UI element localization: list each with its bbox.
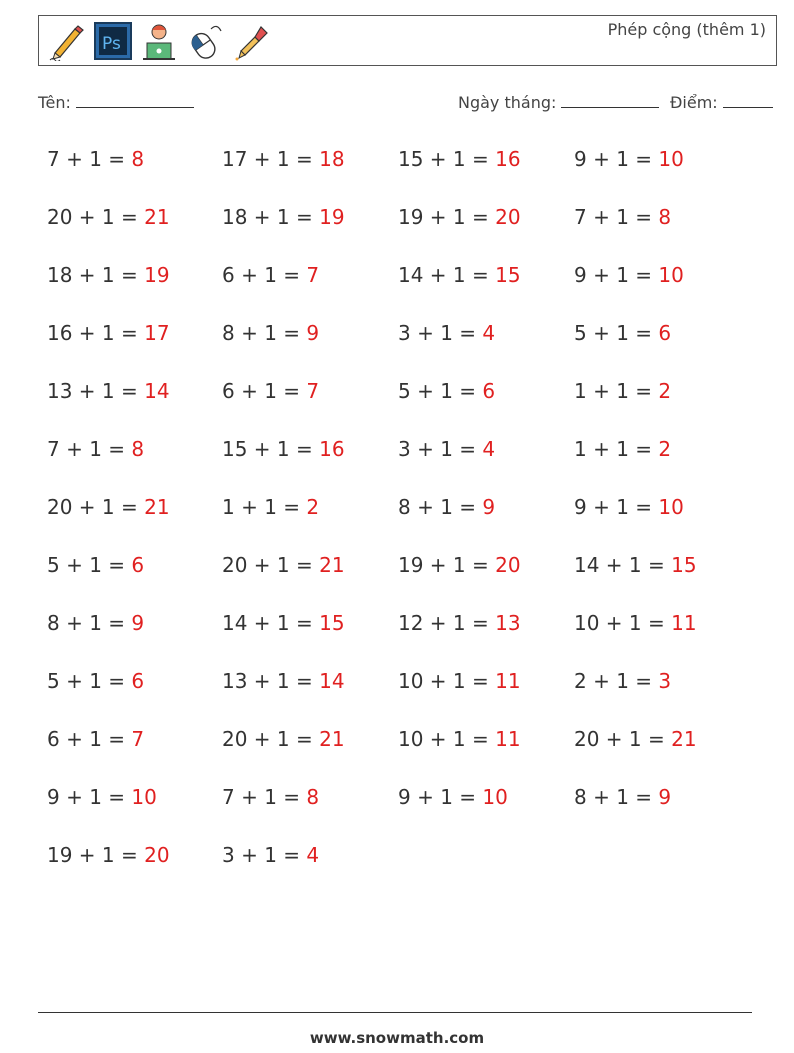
score-label: Điểm: — [670, 93, 718, 112]
problem-answer: 8 — [658, 205, 672, 229]
problem-item — [222, 263, 319, 287]
problem-question: 1 + 1 = — [222, 495, 307, 519]
problem-item — [398, 147, 521, 171]
person-at-computer-icon — [139, 21, 179, 61]
problem-question: 20 + 1 = — [222, 727, 320, 751]
problem-answer: 9 — [131, 611, 145, 635]
footer-url[interactable]: www.snowmath.com — [309, 1029, 485, 1047]
problem-question: 6 + 1 = — [47, 727, 132, 751]
problem-item — [222, 727, 345, 751]
problem-answer: 20 — [144, 843, 170, 867]
problem-answer: 10 — [658, 147, 684, 171]
name-field — [38, 93, 194, 112]
problem-item — [47, 263, 170, 287]
problem-question: 9 + 1 = — [574, 495, 659, 519]
problem-answer: 21 — [144, 495, 170, 519]
problem-item — [47, 553, 144, 577]
problem-item — [574, 785, 671, 809]
problem-answer: 11 — [495, 727, 521, 751]
problem-answer: 19 — [319, 205, 345, 229]
problem-question: 7 + 1 = — [222, 785, 307, 809]
problem-item — [398, 379, 495, 403]
problem-question: 20 + 1 = — [222, 553, 320, 577]
problem-question: 7 + 1 = — [574, 205, 659, 229]
problem-question: 8 + 1 = — [398, 495, 483, 519]
problem-question: 14 + 1 = — [222, 611, 320, 635]
problem-answer: 13 — [495, 611, 521, 635]
problem-answer: 21 — [671, 727, 697, 751]
problem-item — [574, 727, 697, 751]
problem-answer: 19 — [144, 263, 170, 287]
problem-answer: 15 — [495, 263, 521, 287]
problem-answer: 16 — [319, 437, 345, 461]
problem-answer: 4 — [306, 843, 320, 867]
problem-answer: 18 — [319, 147, 345, 171]
problem-item — [47, 727, 144, 751]
problem-answer: 10 — [658, 263, 684, 287]
problem-item — [47, 437, 144, 461]
name-blank[interactable] — [76, 93, 194, 108]
problem-answer: 6 — [658, 321, 672, 345]
problem-answer: 21 — [144, 205, 170, 229]
problem-item — [47, 495, 170, 519]
problem-item — [222, 147, 345, 171]
problem-question: 6 + 1 = — [222, 263, 307, 287]
problem-question: 8 + 1 = — [47, 611, 132, 635]
problem-answer: 8 — [131, 437, 145, 461]
problem-question: 15 + 1 = — [398, 147, 496, 171]
problem-answer: 15 — [671, 553, 697, 577]
problem-question: 12 + 1 = — [398, 611, 496, 635]
problem-question: 5 + 1 = — [398, 379, 483, 403]
problem-answer: 16 — [495, 147, 521, 171]
problem-item — [398, 727, 521, 751]
problem-question: 16 + 1 = — [47, 321, 145, 345]
problem-question: 2 + 1 = — [574, 669, 659, 693]
icon-strip — [47, 20, 271, 62]
problem-answer: 20 — [495, 205, 521, 229]
problem-item — [47, 321, 170, 345]
problem-item — [47, 611, 144, 635]
problem-question: 5 + 1 = — [47, 553, 132, 577]
problem-answer: 8 — [306, 785, 320, 809]
problem-question: 9 + 1 = — [574, 147, 659, 171]
problem-item — [47, 147, 144, 171]
problem-item — [398, 553, 521, 577]
problem-question: 10 + 1 = — [398, 669, 496, 693]
date-field — [458, 93, 659, 112]
problem-question: 3 + 1 = — [398, 321, 483, 345]
problem-answer: 6 — [482, 379, 496, 403]
problem-item — [574, 611, 697, 635]
problem-item — [222, 553, 345, 577]
problem-answer: 7 — [306, 379, 320, 403]
problem-item — [222, 321, 319, 345]
problem-item — [222, 495, 319, 519]
problem-question: 13 + 1 = — [222, 669, 320, 693]
problem-item — [398, 495, 495, 519]
problem-answer: 14 — [144, 379, 170, 403]
problem-answer: 20 — [495, 553, 521, 577]
problem-answer: 21 — [319, 727, 345, 751]
problem-question: 20 + 1 = — [47, 495, 145, 519]
problem-item — [222, 379, 319, 403]
problem-question: 15 + 1 = — [222, 437, 320, 461]
problem-answer: 15 — [319, 611, 345, 635]
problem-item — [398, 321, 495, 345]
problem-question: 13 + 1 = — [47, 379, 145, 403]
problem-answer: 6 — [131, 553, 145, 577]
problem-question: 18 + 1 = — [222, 205, 320, 229]
problem-item — [574, 437, 671, 461]
problem-question: 19 + 1 = — [47, 843, 145, 867]
problem-answer: 10 — [482, 785, 508, 809]
date-label: Ngày tháng: — [458, 93, 557, 112]
problem-item — [47, 205, 170, 229]
problem-question: 3 + 1 = — [398, 437, 483, 461]
problem-answer: 8 — [131, 147, 145, 171]
problem-answer: 10 — [658, 495, 684, 519]
problem-question: 7 + 1 = — [47, 147, 132, 171]
problem-item — [222, 785, 319, 809]
problem-question: 14 + 1 = — [398, 263, 496, 287]
problem-answer: 14 — [319, 669, 345, 693]
problem-item — [398, 785, 508, 809]
problem-question: 1 + 1 = — [574, 379, 659, 403]
problem-question: 8 + 1 = — [574, 785, 659, 809]
problem-answer: 9 — [658, 785, 672, 809]
problem-answer: 4 — [482, 321, 496, 345]
problem-item — [222, 843, 319, 867]
problem-item — [398, 205, 521, 229]
problem-answer: 7 — [306, 263, 320, 287]
problem-answer: 11 — [495, 669, 521, 693]
worksheet-title: Phép cộng (thêm 1) — [607, 20, 766, 39]
problem-item — [47, 843, 170, 867]
problem-question: 10 + 1 = — [574, 611, 672, 635]
photoshop-icon — [93, 21, 133, 61]
problem-item — [47, 379, 170, 403]
problem-answer: 10 — [131, 785, 157, 809]
problem-item — [574, 553, 697, 577]
problem-question: 3 + 1 = — [222, 843, 307, 867]
problem-answer: 4 — [482, 437, 496, 461]
problem-item — [398, 611, 521, 635]
problem-question: 19 + 1 = — [398, 553, 496, 577]
problem-question: 5 + 1 = — [47, 669, 132, 693]
problem-question: 7 + 1 = — [47, 437, 132, 461]
problem-question: 10 + 1 = — [398, 727, 496, 751]
problem-question: 6 + 1 = — [222, 379, 307, 403]
score-blank[interactable] — [723, 93, 773, 108]
problem-question: 9 + 1 = — [574, 263, 659, 287]
computer-mouse-icon — [185, 21, 225, 61]
problem-item — [574, 669, 671, 693]
problem-question: 14 + 1 = — [574, 553, 672, 577]
problem-item — [574, 495, 684, 519]
eyedropper-icon — [231, 21, 271, 61]
problem-answer: 9 — [306, 321, 320, 345]
problem-item — [222, 205, 345, 229]
problem-question: 5 + 1 = — [574, 321, 659, 345]
problem-question: 19 + 1 = — [398, 205, 496, 229]
problem-item — [47, 785, 157, 809]
problem-item — [398, 669, 521, 693]
problem-item — [222, 669, 345, 693]
problem-answer: 2 — [306, 495, 320, 519]
problem-item — [47, 669, 144, 693]
problem-answer: 7 — [131, 727, 145, 751]
problem-answer: 9 — [482, 495, 496, 519]
problem-question: 17 + 1 = — [222, 147, 320, 171]
header-box — [38, 15, 777, 66]
footer-divider — [38, 1012, 752, 1013]
problem-question: 20 + 1 = — [47, 205, 145, 229]
problem-item — [398, 263, 521, 287]
problem-answer: 2 — [658, 379, 672, 403]
problem-item — [574, 147, 684, 171]
problem-question: 18 + 1 = — [47, 263, 145, 287]
problem-question: 20 + 1 = — [574, 727, 672, 751]
pencil-icon — [47, 21, 87, 61]
problem-item — [574, 379, 671, 403]
problem-item — [222, 437, 345, 461]
problem-question: 1 + 1 = — [574, 437, 659, 461]
problem-answer: 3 — [658, 669, 672, 693]
name-label: Tên: — [38, 93, 71, 112]
problem-question: 8 + 1 = — [222, 321, 307, 345]
problem-item — [574, 321, 671, 345]
problem-item — [574, 263, 684, 287]
problem-answer: 17 — [144, 321, 170, 345]
problem-answer: 21 — [319, 553, 345, 577]
svg-text:Ps: Ps — [102, 34, 121, 54]
problem-question: 9 + 1 = — [398, 785, 483, 809]
problem-item — [222, 611, 345, 635]
problem-answer: 2 — [658, 437, 672, 461]
problem-item — [398, 437, 495, 461]
problem-answer: 6 — [131, 669, 145, 693]
date-blank[interactable] — [561, 93, 659, 108]
score-field — [670, 93, 773, 112]
problem-question: 9 + 1 = — [47, 785, 132, 809]
problem-item — [574, 205, 671, 229]
problem-answer: 11 — [671, 611, 697, 635]
